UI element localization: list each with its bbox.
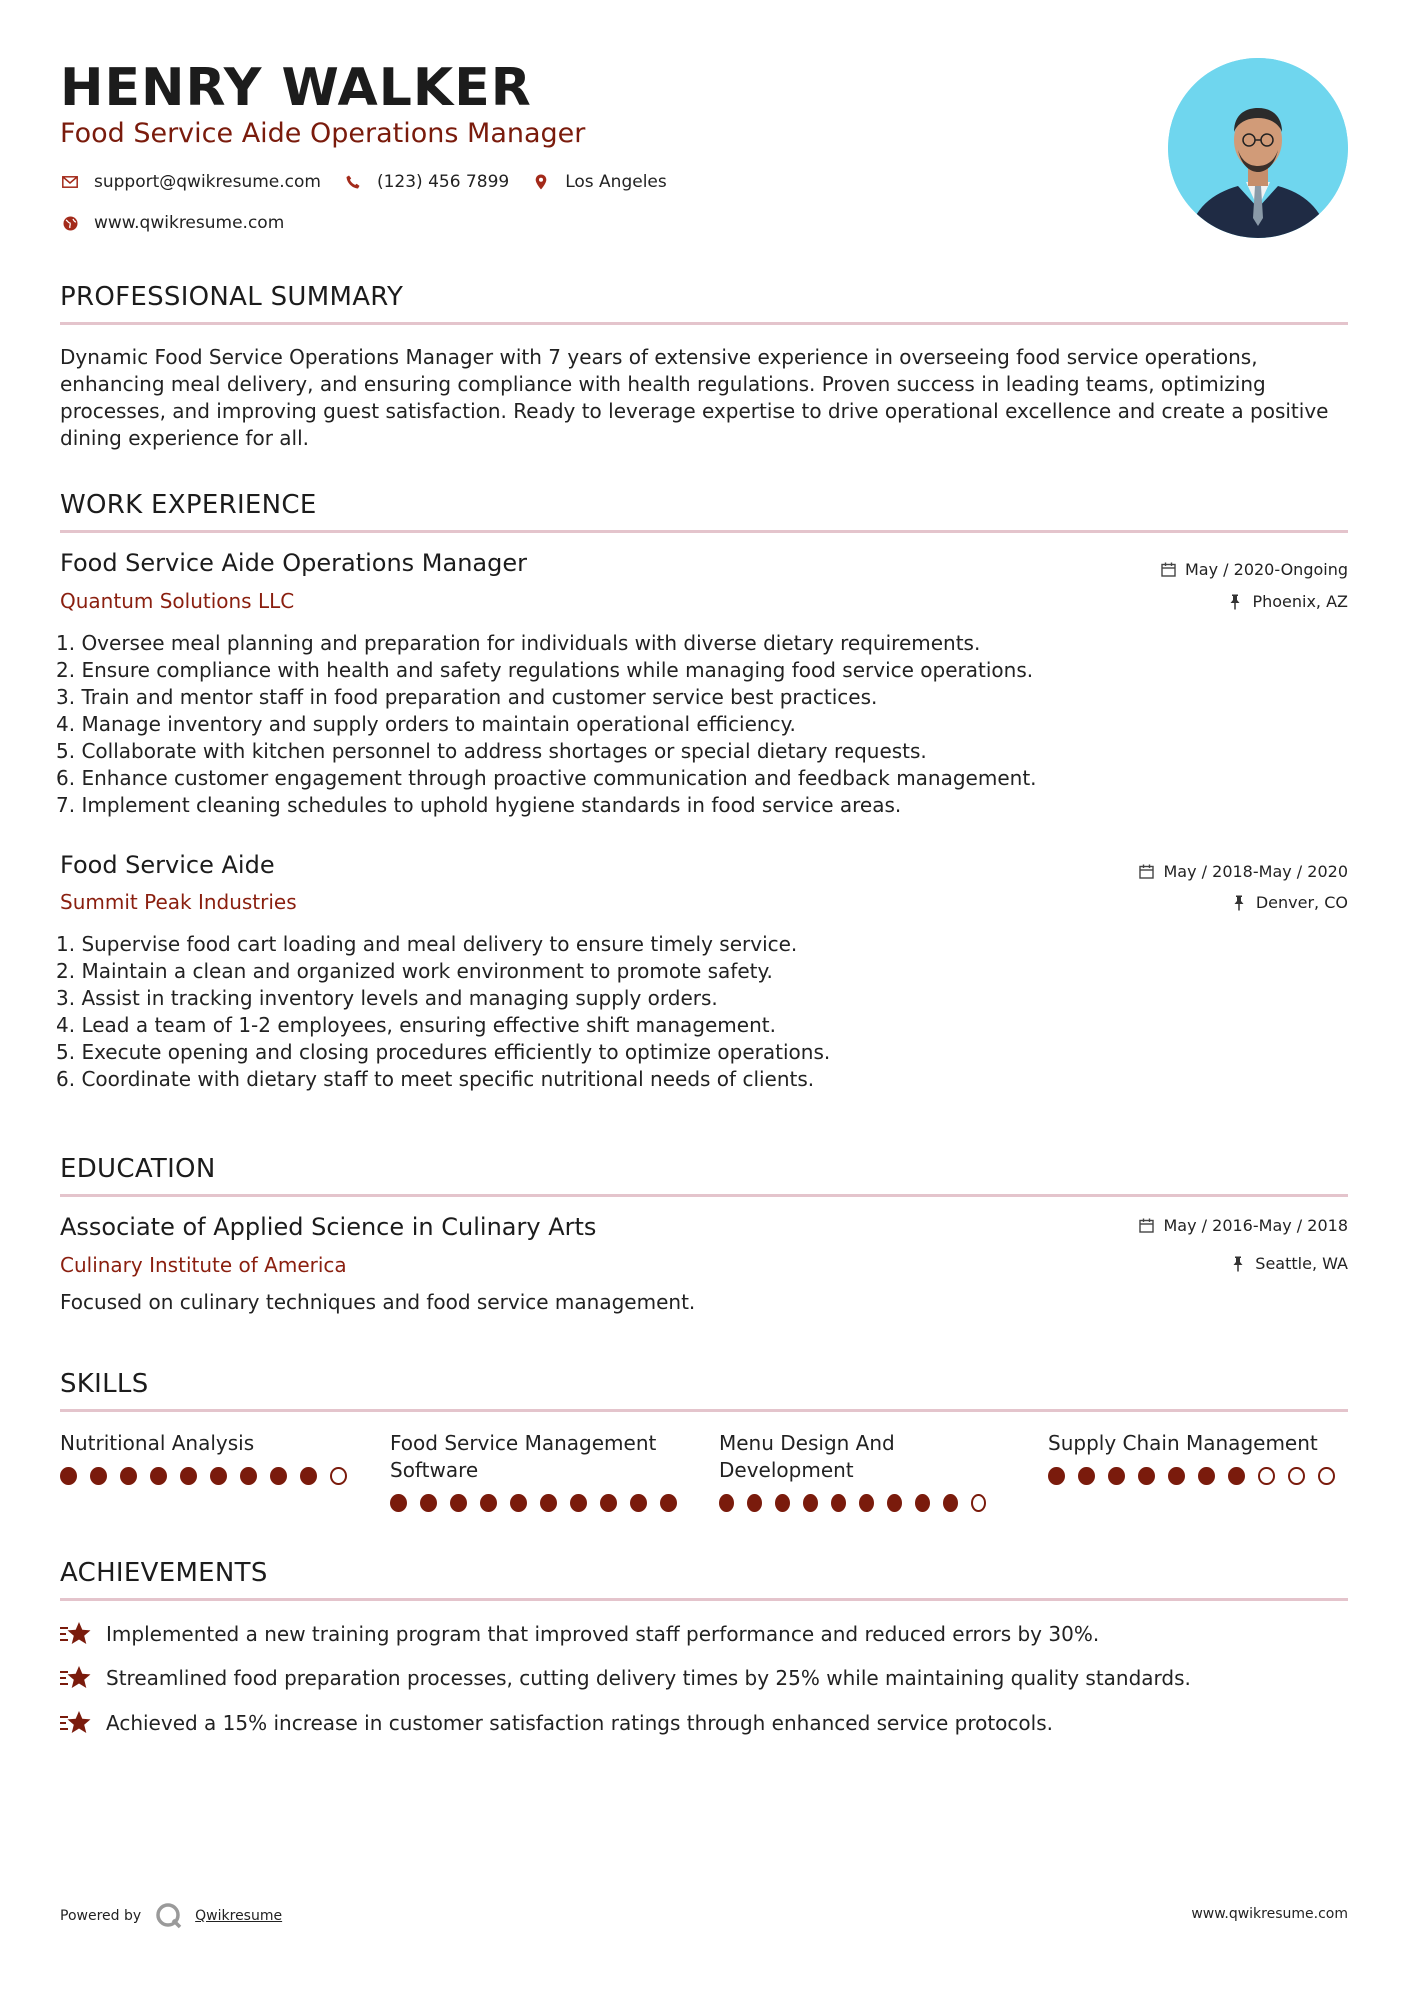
skill-dot-filled bbox=[420, 1494, 437, 1512]
skill-dot-filled bbox=[1168, 1467, 1185, 1485]
skill-dot-empty bbox=[1258, 1467, 1275, 1485]
skills-heading: SKILLS bbox=[60, 1369, 149, 1399]
skill-rating bbox=[1048, 1467, 1348, 1485]
list-item: 3. Assist in tracking inventory levels and managing supply orders. bbox=[56, 986, 718, 1010]
contact-phone bbox=[343, 172, 509, 192]
education-description: Focused on culinary techniques and food service management. bbox=[60, 1290, 696, 1314]
skill-dot-empty bbox=[330, 1467, 347, 1485]
skill-dot-filled bbox=[240, 1467, 257, 1485]
skill-dot-filled bbox=[300, 1467, 317, 1485]
qwikresume-link[interactable]: Qwikresume bbox=[195, 1908, 283, 1924]
school-name: Culinary Institute of America bbox=[60, 1253, 347, 1277]
dates-text: May / 2016-May / 2018 bbox=[1163, 1216, 1348, 1235]
phone-icon bbox=[343, 172, 363, 192]
skill-label: Food Service Management Software bbox=[390, 1431, 657, 1482]
experience-heading: WORK EXPERIENCE bbox=[60, 490, 317, 520]
skill-dot-filled bbox=[540, 1494, 557, 1512]
company-name: Summit Peak Industries bbox=[60, 890, 297, 914]
list-item: 7. Implement cleaning schedules to uphold hygiene standards in food service areas. bbox=[56, 793, 902, 817]
degree-title: Associate of Applied Science in Culinary Arts bbox=[60, 1213, 597, 1241]
contact-website bbox=[60, 213, 284, 233]
skill-dot-filled bbox=[120, 1467, 137, 1485]
skill-rating bbox=[60, 1467, 360, 1485]
job-location bbox=[1227, 592, 1348, 611]
list-item: 3. Train and mentor staff in food preparation and customer service best practices. bbox=[56, 685, 878, 709]
envelope-icon bbox=[60, 172, 80, 192]
skill-dot-filled bbox=[887, 1494, 902, 1512]
skill-item bbox=[390, 1430, 690, 1512]
skill-dot-filled bbox=[600, 1494, 617, 1512]
job-dates bbox=[1160, 560, 1348, 579]
company-name: Quantum Solutions LLC bbox=[60, 589, 295, 613]
summary-heading: PROFESSIONAL SUMMARY bbox=[60, 282, 404, 312]
list-item: 5. Collaborate with kitchen personnel to address shortages or special dietary requests. bbox=[56, 739, 927, 763]
skill-dot-filled bbox=[1228, 1467, 1245, 1485]
skill-rating bbox=[719, 1494, 999, 1512]
skill-dot-filled bbox=[480, 1494, 497, 1512]
skill-dot-filled bbox=[390, 1494, 407, 1512]
list-item: 6. Enhance customer engagement through proactive communication and feedback management. bbox=[56, 766, 1037, 790]
achievement-item bbox=[60, 1620, 1099, 1648]
location-text: Denver, CO bbox=[1255, 893, 1348, 912]
list-item: 6. Coordinate with dietary staff to meet specific nutritional needs of clients. bbox=[56, 1067, 815, 1091]
dates-text: May / 2020-Ongoing bbox=[1185, 560, 1348, 579]
skill-item bbox=[60, 1430, 360, 1485]
skill-dot-filled bbox=[1138, 1467, 1155, 1485]
section-divider bbox=[60, 1194, 1348, 1197]
location-text: Seattle, WA bbox=[1255, 1254, 1348, 1273]
star-award-icon bbox=[60, 1709, 92, 1737]
summary-text: Dynamic Food Service Operations Manager with 7 years of extensive experience in overseeing food service operations, enhancing meal delivery, and ensuring compliance with health regulations. Proven success in leading teams, optimizing processes, and improving guest satisfaction. Ready to leverage expertise to drive operational excellence and create a positive dining experience for all. bbox=[60, 345, 1329, 450]
contact-row-1 bbox=[60, 172, 689, 192]
pushpin-icon bbox=[1227, 594, 1243, 610]
phone-text[interactable]: (123) 456 7899 bbox=[376, 172, 510, 192]
education-heading: EDUCATION bbox=[60, 1154, 216, 1184]
skill-dot-filled bbox=[1048, 1467, 1065, 1485]
skill-dot-filled bbox=[1108, 1467, 1125, 1485]
skill-dot-filled bbox=[90, 1467, 107, 1485]
skill-dot-filled bbox=[1198, 1467, 1215, 1485]
job-title: Food Service Aide Operations Manager bbox=[60, 549, 527, 577]
skill-dot-empty bbox=[1288, 1467, 1305, 1485]
job-responsibilities bbox=[56, 931, 1256, 1093]
footer-powered-by bbox=[60, 1902, 282, 1930]
skill-item bbox=[719, 1430, 999, 1512]
skill-dot-filled bbox=[943, 1494, 958, 1512]
skill-dot-filled bbox=[831, 1494, 846, 1512]
skill-label: Nutritional Analysis bbox=[60, 1431, 255, 1455]
footer-website[interactable]: www.qwikresume.com bbox=[1191, 1906, 1348, 1922]
skill-dot-filled bbox=[747, 1494, 762, 1512]
skill-dot-filled bbox=[719, 1494, 734, 1512]
pushpin-icon bbox=[1231, 895, 1247, 911]
skill-dot-filled bbox=[775, 1494, 790, 1512]
skill-dot-filled bbox=[630, 1494, 647, 1512]
achievements-heading: ACHIEVEMENTS bbox=[60, 1558, 268, 1588]
contact-email bbox=[60, 172, 321, 192]
calendar-icon bbox=[1139, 1218, 1155, 1234]
skill-dot-filled bbox=[150, 1467, 167, 1485]
list-item: 2. Maintain a clean and organized work environment to promote safety. bbox=[56, 959, 773, 983]
skill-item bbox=[1048, 1430, 1348, 1485]
skill-dot-empty bbox=[1318, 1467, 1335, 1485]
list-item: 1. Supervise food cart loading and meal delivery to ensure timely service. bbox=[56, 932, 798, 956]
skill-dot-filled bbox=[270, 1467, 287, 1485]
calendar-icon bbox=[1139, 864, 1155, 880]
list-item: 1. Oversee meal planning and preparation for individuals with diverse dietary requirements. bbox=[56, 631, 981, 655]
globe-icon bbox=[60, 213, 80, 233]
list-item: 4. Manage inventory and supply orders to maintain operational efficiency. bbox=[56, 712, 796, 736]
star-award-icon bbox=[60, 1664, 92, 1692]
profile-photo bbox=[1168, 58, 1348, 238]
list-item: 5. Execute opening and closing procedures efficiently to optimize operations. bbox=[56, 1040, 831, 1064]
section-divider bbox=[60, 1598, 1348, 1601]
skill-dot-filled bbox=[660, 1494, 677, 1512]
email-text[interactable]: support@qwikresume.com bbox=[94, 172, 321, 192]
location-text: Phoenix, AZ bbox=[1252, 592, 1348, 611]
list-item: 2. Ensure compliance with health and safety regulations while managing food service operations. bbox=[56, 658, 1034, 682]
job-dates bbox=[1139, 862, 1349, 881]
map-pin-icon bbox=[531, 172, 551, 192]
education-dates bbox=[1139, 1216, 1349, 1235]
contact-row-2 bbox=[60, 213, 306, 233]
skill-label: Supply Chain Management bbox=[1048, 1431, 1318, 1455]
skill-dot-filled bbox=[859, 1494, 874, 1512]
skill-dot-filled bbox=[180, 1467, 197, 1485]
skill-dot-filled bbox=[510, 1494, 527, 1512]
section-divider bbox=[60, 322, 1348, 325]
location-text: Los Angeles bbox=[565, 172, 667, 192]
star-award-icon bbox=[60, 1620, 92, 1648]
skill-rating bbox=[390, 1494, 690, 1512]
skill-label: Menu Design And Development bbox=[719, 1431, 895, 1482]
powered-by-text: Powered by bbox=[60, 1908, 142, 1924]
section-divider bbox=[60, 530, 1348, 533]
list-item: 4. Lead a team of 1-2 employees, ensuring effective shift management. bbox=[56, 1013, 776, 1037]
calendar-icon bbox=[1160, 562, 1176, 578]
achievement-text: Implemented a new training program that improved staff performance and reduced errors by 30%. bbox=[106, 1622, 1100, 1646]
skill-dot-filled bbox=[210, 1467, 227, 1485]
education-location bbox=[1230, 1254, 1348, 1273]
achievement-text: Achieved a 15% increase in customer satisfaction ratings through enhanced service protocols. bbox=[106, 1711, 1053, 1735]
skill-dot-filled bbox=[60, 1467, 77, 1485]
section-divider bbox=[60, 1409, 1348, 1412]
qwikresume-logo-icon bbox=[155, 1902, 183, 1930]
dates-text: May / 2018-May / 2020 bbox=[1163, 862, 1348, 881]
job-responsibilities bbox=[56, 630, 1256, 819]
contact-location bbox=[531, 172, 667, 192]
pushpin-icon bbox=[1230, 1256, 1246, 1272]
achievement-text: Streamlined food preparation processes, cutting delivery times by 25% while maintaining quality standards. bbox=[106, 1666, 1191, 1690]
skill-dot-filled bbox=[803, 1494, 818, 1512]
website-text[interactable]: www.qwikresume.com bbox=[94, 213, 285, 233]
job-title: Food Service Aide bbox=[60, 851, 275, 879]
job-location bbox=[1231, 893, 1348, 912]
skill-dot-empty bbox=[971, 1494, 986, 1512]
achievement-item bbox=[60, 1709, 1053, 1737]
skill-dot-filled bbox=[570, 1494, 587, 1512]
skill-dot-filled bbox=[915, 1494, 930, 1512]
achievement-item bbox=[60, 1664, 1191, 1692]
candidate-name: HENRY WALKER bbox=[60, 58, 532, 118]
skill-dot-filled bbox=[1078, 1467, 1095, 1485]
candidate-title: Food Service Aide Operations Manager bbox=[60, 118, 586, 149]
skill-dot-filled bbox=[450, 1494, 467, 1512]
